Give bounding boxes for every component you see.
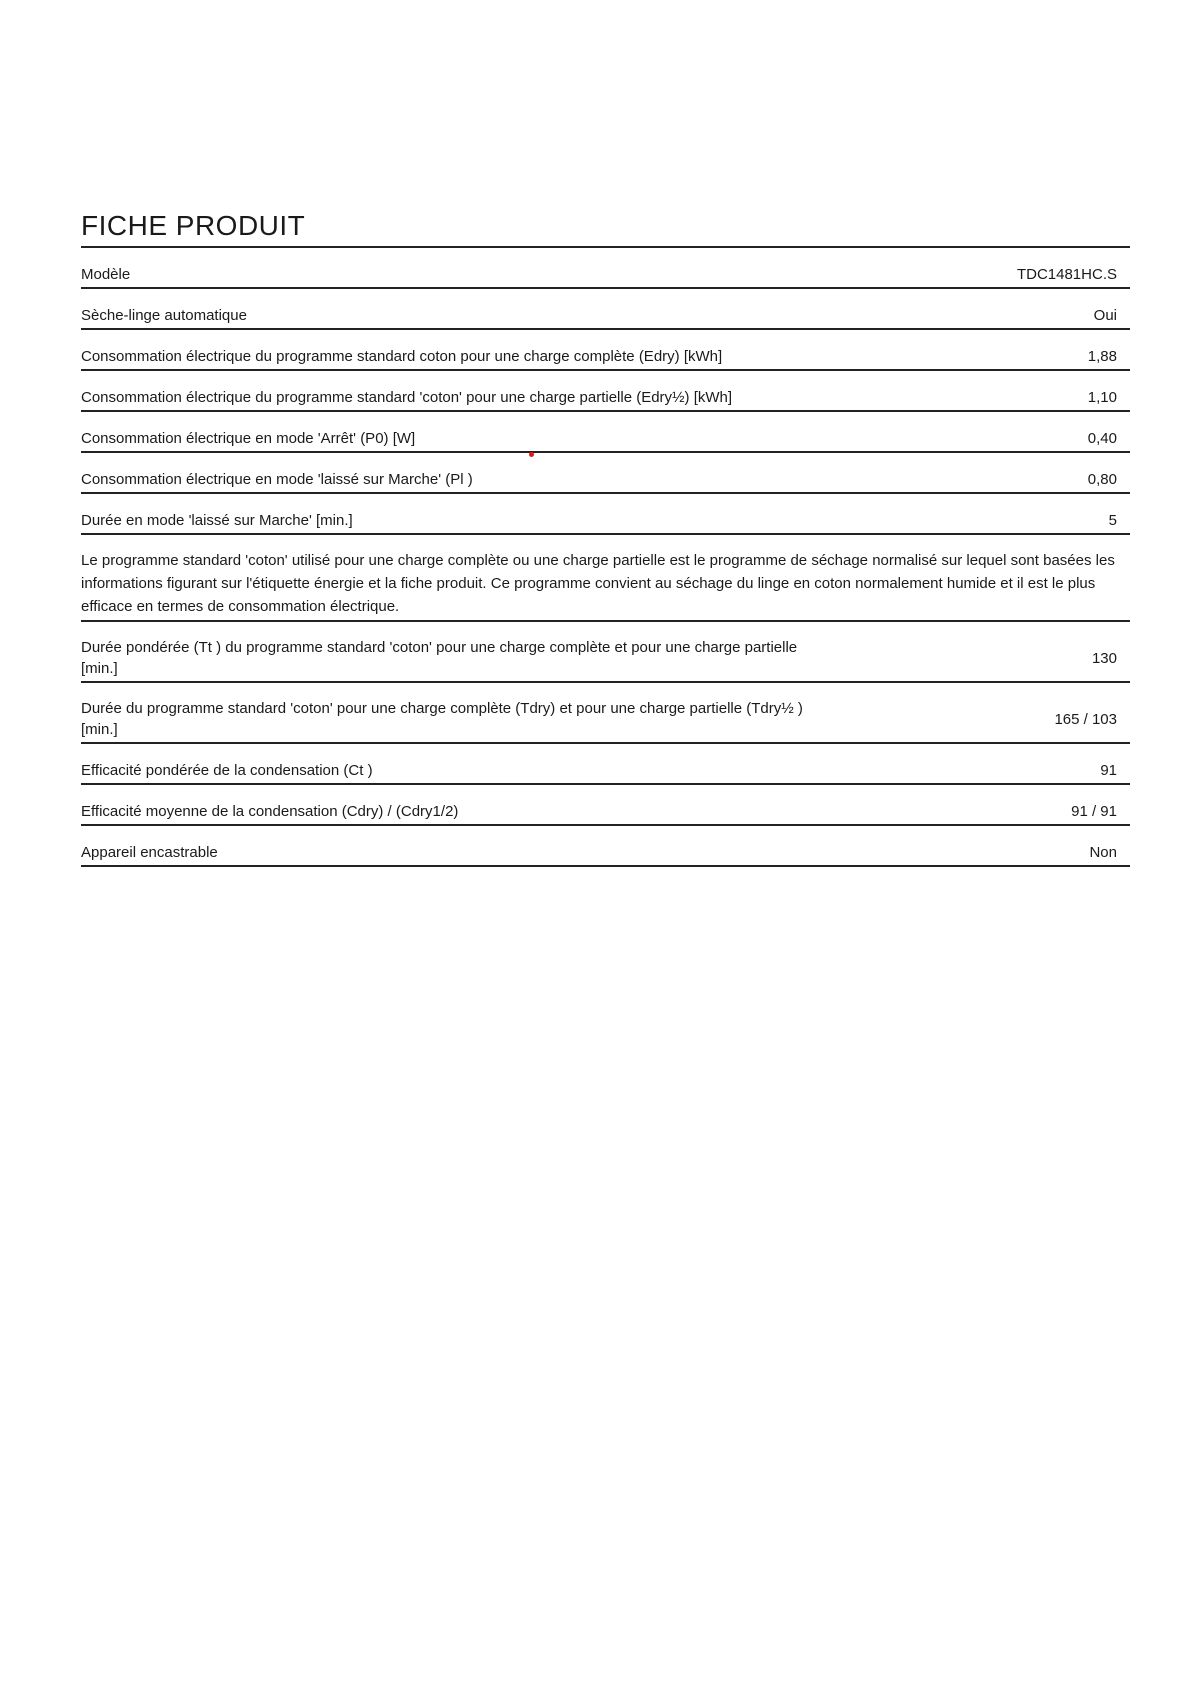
page-title: FICHE PRODUIT	[81, 212, 1130, 248]
row-value: 165 / 103	[1054, 710, 1117, 728]
product-sheet	[81, 212, 1130, 867]
row-label: Consommation électrique en mode 'Arrêt' (P0) [W]	[81, 429, 416, 447]
row-label: Appareil encastrable	[81, 843, 218, 861]
standard-programme-note: Le programme standard 'coton' utilisé pour une charge complète ou une charge partielle est le programme de séchage normalisé sur lequel sont basées les informations figurant sur l'étiquette énergie et la fiche produit. Ce programme convient au séchage du linge en coton normalement humide et il est le plus efficace en termes de consommation électrique.	[81, 535, 1130, 622]
row-label: Sèche-linge automatique	[81, 306, 247, 324]
row-value: 130	[1091, 649, 1117, 667]
row-value: Oui	[1093, 306, 1117, 324]
table-row-model	[81, 248, 1130, 289]
row-label: Efficacité moyenne de la condensation (Cdry) / (Cdry1/2)	[81, 802, 459, 820]
table-row-off-mode	[81, 412, 1130, 453]
table-row-weighted-duration	[81, 622, 1130, 683]
row-value: 0,40	[1087, 429, 1117, 447]
red-dot-mark	[529, 452, 534, 457]
row-label: Consommation électrique en mode 'laissé sur Marche' (Pl )	[81, 470, 473, 488]
table-row-left-on-duration	[81, 494, 1130, 535]
row-value: TDC1481HC.S	[1016, 265, 1117, 283]
row-value: 1,10	[1087, 388, 1117, 406]
table-row-average-condensation	[81, 785, 1130, 826]
table-row-built-in	[81, 826, 1130, 867]
table-row-weighted-condensation	[81, 744, 1130, 785]
row-value: Non	[1089, 843, 1117, 861]
table-row-edry-half	[81, 371, 1130, 412]
row-label: Consommation électrique du programme standard coton pour une charge complète (Edry) [kWh]	[81, 347, 723, 365]
row-label: Durée en mode 'laissé sur Marche' [min.]	[81, 511, 353, 529]
row-value: 0,80	[1087, 470, 1117, 488]
row-value: 1,88	[1087, 347, 1117, 365]
row-label: Modèle	[81, 265, 131, 283]
table-row-edry	[81, 330, 1130, 371]
row-label: Efficacité pondérée de la condensation (Ct )	[81, 761, 373, 779]
row-label: Consommation électrique du programme standard 'coton' pour une charge partielle (Edry½) [kWh]	[81, 388, 733, 406]
row-value: 91	[1100, 761, 1117, 779]
row-value: 5	[1108, 511, 1117, 529]
row-label: Durée pondérée (Tt ) du programme standard 'coton' pour une charge complète et pour une charge partielle [min.]	[81, 639, 798, 677]
row-value: 91 / 91	[1071, 802, 1117, 820]
table-row-automatic-dryer	[81, 289, 1130, 330]
table-row-programme-duration	[81, 683, 1130, 744]
table-row-left-on-mode	[81, 453, 1130, 494]
row-label: Durée du programme standard 'coton' pour une charge complète (Tdry) et pour une charge partielle (Tdry½ ) [min.]	[81, 700, 803, 738]
